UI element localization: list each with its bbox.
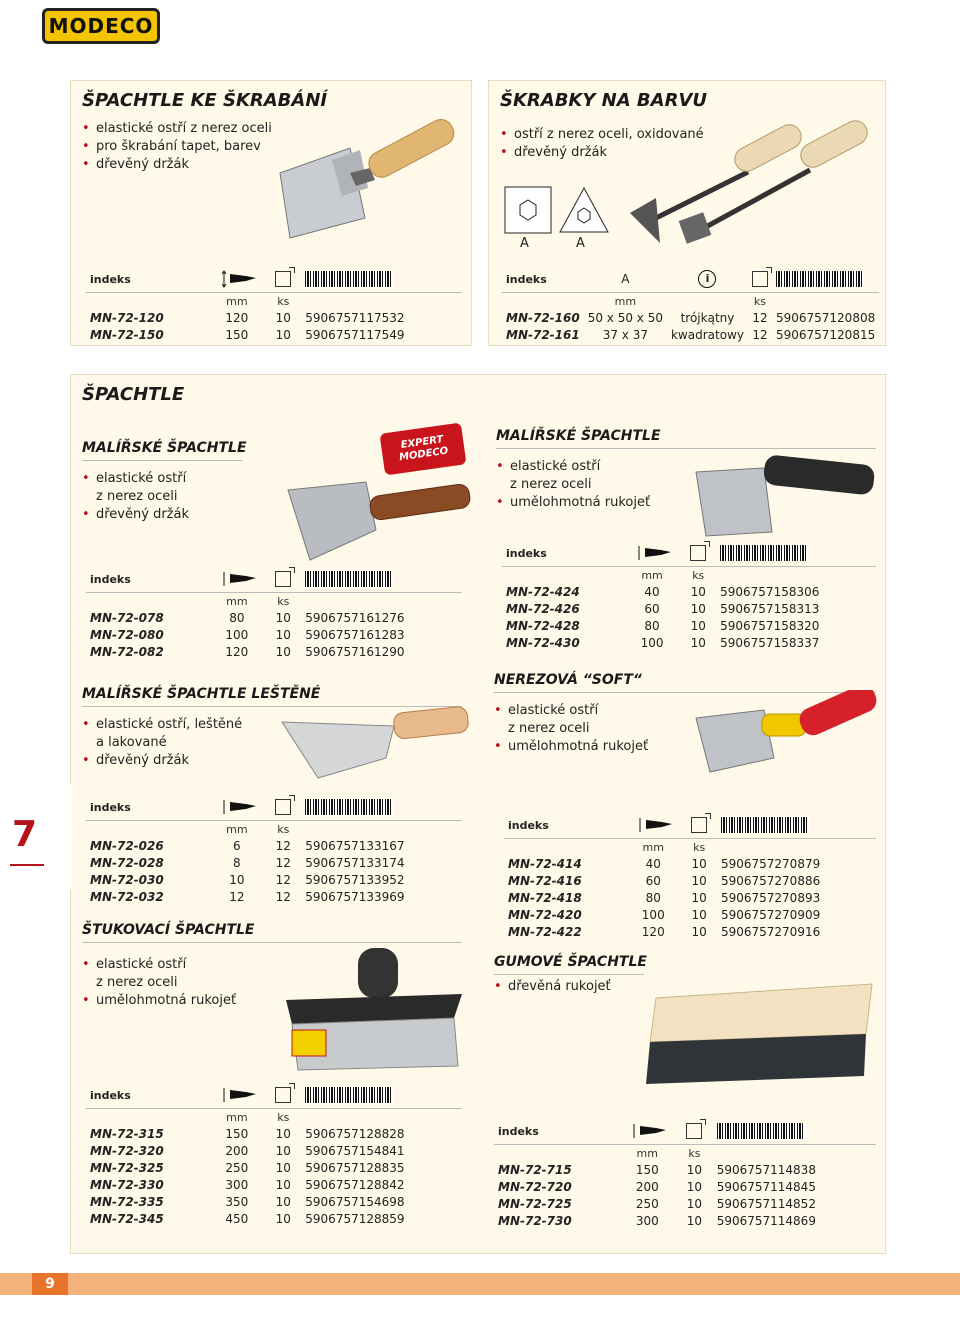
- cell-mm: 10: [229, 872, 245, 887]
- cell-ks: 10: [686, 1196, 703, 1211]
- cell-ks: 10: [686, 1179, 703, 1194]
- cell-indeks: MN-72-028: [90, 855, 164, 870]
- unit-mm: mm: [208, 293, 265, 310]
- cell-ean: 5906757128859: [305, 1211, 405, 1226]
- cell-ean: 5906757128835: [305, 1160, 405, 1175]
- cell-ks: 10: [690, 601, 706, 616]
- table-s3b: [502, 540, 876, 651]
- chapter-number: 7: [12, 814, 38, 855]
- cell-ks: 10: [690, 584, 706, 599]
- table-s3d: [504, 812, 876, 940]
- cell-mm: 80: [229, 610, 245, 625]
- cell-ean: 5906757128828: [305, 1126, 405, 1141]
- cell-ean: 5906757270886: [720, 873, 821, 888]
- feature-item: • elastické ostří: [80, 956, 236, 974]
- cell-indeks: MN-72-414: [508, 856, 582, 871]
- table-s3a: [86, 566, 462, 660]
- feature-item: z nerez oceli: [508, 721, 590, 736]
- cell-mm: 40: [644, 584, 660, 599]
- subsection-title: MALÍŘSKÉ ŠPACHTLE: [496, 428, 661, 444]
- cell-indeks: MN-72-161: [506, 327, 580, 342]
- subsection-title: ŠTUKOVACÍ ŠPACHTLE: [82, 922, 255, 938]
- cell-type: kwadratowy: [670, 327, 744, 342]
- paint-scrapers-image: [620, 118, 880, 258]
- cell-ks: 10: [275, 644, 291, 659]
- cell-ks: 10: [686, 1162, 703, 1177]
- unit-mm: mm: [208, 593, 265, 610]
- feature-list: [494, 458, 650, 512]
- cell-indeks: MN-72-730: [498, 1213, 572, 1228]
- feature-item: • elastické ostří, leštěné: [80, 716, 242, 734]
- table-row: [86, 888, 462, 905]
- cell-ean: 5906757128842: [305, 1177, 405, 1192]
- cell-ean: 5906757158337: [720, 635, 820, 650]
- section-title: ŠPACHTLE: [82, 384, 185, 405]
- barcode-icon: [305, 1087, 393, 1103]
- cell-ean: 5906757154841: [305, 1143, 405, 1158]
- cell-mm: 8: [233, 855, 241, 870]
- expert-logo-text: EXPERT MODECO: [398, 434, 450, 464]
- section-title: ŠPACHTLE KE ŠKRABÁNÍ: [82, 90, 328, 111]
- cell-ks: 10: [275, 1126, 291, 1141]
- cell-ean: 5906757114869: [716, 1213, 816, 1228]
- logo-text: MODECO: [48, 14, 154, 38]
- subsection-title: GUMOVÉ ŠPACHTLE: [494, 954, 647, 970]
- cell-indeks: MN-72-416: [508, 873, 582, 888]
- cell-indeks: MN-72-426: [506, 601, 580, 616]
- table-s3f: [494, 1118, 876, 1229]
- table-row: [504, 855, 876, 872]
- table-s2: [502, 266, 879, 343]
- cell-ean: 5906757270893: [720, 890, 821, 905]
- triangle-blade-diagram: [558, 186, 610, 234]
- cell-mm: 120: [641, 924, 665, 939]
- table-row: [86, 626, 462, 643]
- unit-ks: ks: [681, 839, 717, 856]
- cell-indeks: MN-72-422: [508, 924, 582, 939]
- unit-mm: mm: [624, 567, 681, 584]
- unit-ks: ks: [265, 293, 301, 310]
- feature-item: • elastické ostří z nerez oceli: [80, 120, 272, 138]
- rubber-spatula-image: [640, 978, 876, 1108]
- cell-mm: 12: [229, 889, 245, 904]
- table-row: [494, 1212, 876, 1229]
- table-row: [502, 583, 876, 600]
- table-row: [86, 326, 462, 343]
- cell-ean: 5906757161290: [305, 644, 405, 659]
- col-a: A: [584, 266, 667, 293]
- barcode-icon: [305, 571, 393, 587]
- feature-list: [80, 470, 189, 524]
- cell-mm: 200: [225, 1143, 249, 1158]
- modeco-logo: [42, 8, 160, 44]
- cell-ks: 10: [691, 907, 707, 922]
- table-row: [504, 923, 876, 940]
- cell-mm: 150: [225, 1126, 249, 1141]
- cell-mm: 6: [233, 838, 241, 853]
- cell-mm: 60: [645, 873, 661, 888]
- cell-indeks: MN-72-430: [506, 635, 580, 650]
- feature-item: • umělohmotná rukojeť: [80, 992, 236, 1010]
- table-row: [502, 600, 876, 617]
- stucco-spatula-image: [278, 944, 468, 1072]
- cell-ks: 10: [690, 618, 706, 633]
- blade-width-icon: [637, 544, 667, 562]
- cell-indeks: MN-72-418: [508, 890, 582, 905]
- cell-ks: 12: [275, 838, 291, 853]
- blade-width-icon: [222, 270, 252, 288]
- cell-indeks: MN-72-150: [90, 327, 164, 342]
- feature-item: z nerez oceli: [96, 975, 178, 990]
- chapter-tab: [0, 784, 72, 890]
- cell-indeks: MN-72-424: [506, 584, 580, 599]
- cell-ks: 10: [686, 1213, 703, 1228]
- square-blade-diagram: [504, 186, 552, 234]
- cell-ean: 5906757120808: [775, 310, 876, 325]
- unit-ks: ks: [680, 567, 716, 584]
- cell-indeks: MN-72-720: [498, 1179, 572, 1194]
- cell-indeks: MN-72-428: [506, 618, 580, 633]
- cell-ean: 5906757133952: [305, 872, 405, 887]
- page-number: 9: [32, 1273, 68, 1295]
- cell-indeks: MN-72-320: [90, 1143, 164, 1158]
- cell-indeks: MN-72-315: [90, 1126, 164, 1141]
- cell-indeks: MN-72-335: [90, 1194, 164, 1209]
- table-row: [86, 1159, 462, 1176]
- unit-ks: ks: [265, 821, 301, 838]
- table-row: [504, 889, 876, 906]
- subsection-title: MALÍŘSKÉ ŠPACHTLE LEŠTĚNÉ: [82, 686, 321, 702]
- barcode-icon: [305, 271, 393, 287]
- polished-spatula-image: [278, 706, 474, 782]
- feature-item: • elastické ostří: [494, 458, 650, 476]
- cell-indeks: MN-72-080: [90, 627, 164, 642]
- table-s3e: [86, 1082, 462, 1227]
- cell-mm: 300: [225, 1177, 249, 1192]
- cell-ks: 10: [275, 327, 291, 342]
- cell-mm: 450: [225, 1211, 249, 1226]
- paint-spatula-wood-image: [280, 470, 480, 562]
- table-row: [504, 872, 876, 889]
- cell-ks: 10: [691, 924, 707, 939]
- table-row: [86, 1125, 462, 1142]
- cell-ks: 10: [275, 1211, 291, 1226]
- unit-ks: ks: [265, 593, 301, 610]
- divider: [494, 974, 644, 975]
- table-row: [86, 854, 462, 871]
- table-row: [86, 643, 462, 660]
- divider: [82, 942, 462, 943]
- feature-item: • elastické ostří: [492, 702, 648, 720]
- cell-ks: 12: [275, 855, 291, 870]
- cell-mm: 40: [645, 856, 661, 871]
- cell-indeks: MN-72-715: [498, 1162, 572, 1177]
- cell-ean: 5906757120815: [775, 327, 876, 342]
- scraper-image: [270, 118, 470, 248]
- cell-ean: 5906757133174: [305, 855, 405, 870]
- table-row: [86, 1210, 462, 1227]
- cell-mm: 250: [635, 1196, 659, 1211]
- cell-ean: 5906757270909: [720, 907, 821, 922]
- cell-indeks: MN-72-420: [508, 907, 582, 922]
- col-indeks: indeks: [86, 794, 208, 821]
- unit-ks: ks: [265, 1109, 301, 1126]
- feature-item: a lakované: [96, 735, 167, 750]
- feature-list: [492, 978, 611, 996]
- blade-width-icon: [222, 570, 252, 588]
- cell-ks: 10: [690, 635, 706, 650]
- cell-mm: 150: [225, 327, 249, 342]
- unit-mm: mm: [625, 839, 681, 856]
- cell-size: 50 x 50 x 50: [587, 310, 663, 325]
- table-row: [502, 634, 876, 651]
- unit-mm: mm: [208, 821, 265, 838]
- table-row: [86, 1142, 462, 1159]
- table-s3c: [86, 794, 462, 905]
- box-icon: [691, 817, 707, 833]
- cell-mm: 350: [225, 1194, 249, 1209]
- cell-ean: 5906757117532: [305, 310, 405, 325]
- feature-item: • ostří z nerez oceli, oxidované: [498, 126, 704, 144]
- feature-item: • umělohmotná rukojeť: [494, 494, 650, 512]
- cell-ks: 10: [275, 1143, 291, 1158]
- cell-ean: 5906757114838: [716, 1162, 816, 1177]
- cell-ks: 12: [275, 889, 291, 904]
- feature-item: • umělohmotná rukojeť: [492, 738, 648, 756]
- feature-item: • pro škrabání tapet, barev: [80, 138, 272, 156]
- subsection-title: MALÍŘSKÉ ŠPACHTLE: [82, 440, 247, 456]
- cell-indeks: MN-72-160: [506, 310, 580, 325]
- cell-indeks: MN-72-082: [90, 644, 164, 659]
- box-icon: [275, 1087, 291, 1103]
- chapter-underline: [10, 864, 44, 866]
- blade-width-icon: [638, 816, 668, 834]
- blade-width-icon: [222, 798, 252, 816]
- cell-ks: 10: [691, 890, 707, 905]
- feature-item: • dřevěná rukojeť: [492, 978, 611, 996]
- col-indeks: indeks: [502, 540, 624, 567]
- dimension-label-a: A: [576, 236, 585, 251]
- info-icon: i: [698, 270, 716, 288]
- paint-spatula-plastic-image: [690, 452, 880, 538]
- cell-indeks: MN-72-345: [90, 1211, 164, 1226]
- table-row: [86, 609, 462, 626]
- cell-mm: 120: [225, 310, 249, 325]
- section-title: ŠKRABKY NA BARVU: [500, 90, 707, 111]
- cell-mm: 60: [644, 601, 660, 616]
- cell-indeks: MN-72-032: [90, 889, 164, 904]
- cell-mm: 200: [635, 1179, 659, 1194]
- unit-mm: mm: [618, 1145, 676, 1162]
- table-row: [494, 1178, 876, 1195]
- cell-ks: 10: [275, 610, 291, 625]
- cell-indeks: MN-72-325: [90, 1160, 164, 1175]
- table-row: [86, 1176, 462, 1193]
- feature-item: z nerez oceli: [510, 477, 592, 492]
- cell-mm: 120: [225, 644, 249, 659]
- cell-indeks: MN-72-078: [90, 610, 164, 625]
- cell-mm: 80: [645, 890, 661, 905]
- cell-ean: 5906757270916: [720, 924, 821, 939]
- box-icon: [275, 799, 291, 815]
- cell-mm: 250: [225, 1160, 249, 1175]
- divider: [82, 460, 242, 461]
- box-icon: [275, 271, 291, 287]
- divider: [496, 448, 876, 449]
- box-icon: [686, 1123, 702, 1139]
- table-row: [86, 1193, 462, 1210]
- feature-item: • dřevěný držák: [80, 752, 242, 770]
- col-indeks: indeks: [494, 1118, 618, 1145]
- cell-ks: 12: [752, 327, 768, 342]
- cell-ks: 10: [691, 873, 707, 888]
- table-row: [86, 871, 462, 888]
- feature-list: [80, 120, 272, 174]
- unit-ks: ks: [676, 1145, 713, 1162]
- cell-indeks: MN-72-725: [498, 1196, 572, 1211]
- cell-ean: 5906757158320: [720, 618, 820, 633]
- col-indeks: indeks: [86, 266, 208, 293]
- table-row: [502, 617, 876, 634]
- cell-ean: 5906757117549: [305, 327, 405, 342]
- box-icon: [752, 271, 768, 287]
- cell-ks: 10: [275, 1194, 291, 1209]
- feature-item: • dřevěný držák: [80, 506, 189, 524]
- soft-spatula-image: [690, 690, 880, 776]
- subsection-title: NEREZOVÁ “SOFT“: [494, 672, 642, 688]
- barcode-icon: [717, 1123, 805, 1139]
- blade-width-icon: [632, 1122, 662, 1140]
- table-row: [494, 1161, 876, 1178]
- cell-ks: 10: [275, 310, 291, 325]
- table-s1: [86, 266, 462, 343]
- cell-ks: 10: [275, 1160, 291, 1175]
- feature-list: [80, 956, 236, 1010]
- cell-ean: 5906757161283: [305, 627, 405, 642]
- cell-mm: 100: [640, 635, 664, 650]
- feature-list: [492, 702, 648, 756]
- unit-mm: mm: [208, 1109, 265, 1126]
- table-row: [86, 309, 462, 326]
- cell-indeks: MN-72-330: [90, 1177, 164, 1192]
- cell-ean: 5906757133167: [305, 838, 405, 853]
- cell-ean: 5906757154698: [305, 1194, 405, 1209]
- cell-size: 37 x 37: [602, 327, 648, 342]
- barcode-icon: [721, 817, 809, 833]
- cell-indeks: MN-72-030: [90, 872, 164, 887]
- table-row: [494, 1195, 876, 1212]
- feature-item: • dřevěný držák: [80, 156, 272, 174]
- cell-ks: 12: [275, 872, 291, 887]
- table-row: [86, 837, 462, 854]
- cell-ks: 12: [752, 310, 768, 325]
- box-icon: [690, 545, 706, 561]
- feature-item: z nerez oceli: [96, 489, 178, 504]
- unit-ks: ks: [748, 293, 772, 310]
- cell-mm: 100: [641, 907, 665, 922]
- cell-mm: 300: [635, 1213, 659, 1228]
- cell-mm: 150: [635, 1162, 659, 1177]
- barcode-icon: [776, 271, 864, 287]
- feature-list: [80, 716, 242, 770]
- cell-ks: 10: [691, 856, 707, 871]
- col-indeks: indeks: [502, 266, 584, 293]
- feature-item: • elastické ostří: [80, 470, 189, 488]
- feature-item: • dřevěný držák: [498, 144, 704, 162]
- cell-ean: 5906757114845: [716, 1179, 816, 1194]
- table-row: [502, 309, 879, 326]
- cell-ks: 10: [275, 1177, 291, 1192]
- cell-type: trójkątny: [680, 310, 735, 325]
- col-indeks: indeks: [504, 812, 625, 839]
- box-icon: [275, 571, 291, 587]
- cell-mm: 80: [644, 618, 660, 633]
- barcode-icon: [720, 545, 808, 561]
- unit-mm: mm: [584, 293, 667, 310]
- col-indeks: indeks: [86, 1082, 208, 1109]
- cell-ean: 5906757114852: [716, 1196, 816, 1211]
- cell-indeks: MN-72-026: [90, 838, 164, 853]
- cell-ean: 5906757270879: [720, 856, 821, 871]
- page-footer-bar: [0, 1273, 960, 1295]
- col-indeks: indeks: [86, 566, 208, 593]
- cell-ean: 5906757158313: [720, 601, 820, 616]
- table-row: [504, 906, 876, 923]
- dimension-label-a: A: [520, 236, 529, 251]
- cell-ks: 10: [275, 627, 291, 642]
- cell-mm: 100: [225, 627, 249, 642]
- table-row: [502, 326, 879, 343]
- cell-ean: 5906757133969: [305, 889, 405, 904]
- barcode-icon: [305, 799, 393, 815]
- cell-ean: 5906757158306: [720, 584, 820, 599]
- cell-indeks: MN-72-120: [90, 310, 164, 325]
- blade-width-icon: [222, 1086, 252, 1104]
- cell-ean: 5906757161276: [305, 610, 405, 625]
